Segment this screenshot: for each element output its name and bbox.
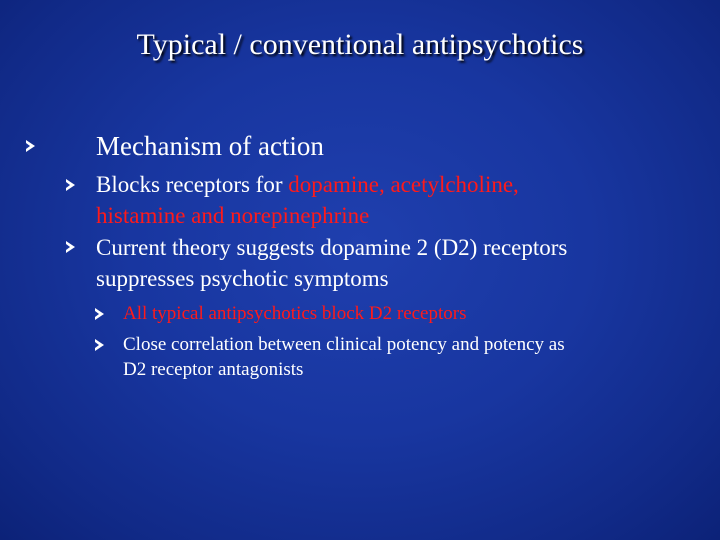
bullet-all-typical: All typical antipsychotics block D2 receptors [123,303,467,324]
bullet-arrow-icon [95,308,104,320]
highlight-text-continued: histamine and norepinephrine [96,203,370,228]
bullet-close-correlation-continued: D2 receptor antagonists [123,359,304,380]
bullet-current-theory-continued: suppresses psychotic symptoms [96,266,389,291]
bullet-text: Blocks receptors for [96,172,289,197]
bullet-current-theory: Current theory suggests dopamine 2 (D2) receptors [96,235,568,260]
bullet-arrow-icon [66,241,75,253]
bullet-arrow-icon [66,179,75,191]
bullet-mechanism: Mechanism of action [96,131,324,161]
bullet-arrow-icon [26,140,35,152]
highlight-text: dopamine, acetylcholine, [288,172,519,197]
bullet-arrow-icon [95,339,104,351]
slide-title: Typical / conventional antipsychotics [136,28,584,61]
bullet-close-correlation: Close correlation between clinical potency and potency as [123,334,565,355]
bullet-blocks-receptors [96,170,519,200]
